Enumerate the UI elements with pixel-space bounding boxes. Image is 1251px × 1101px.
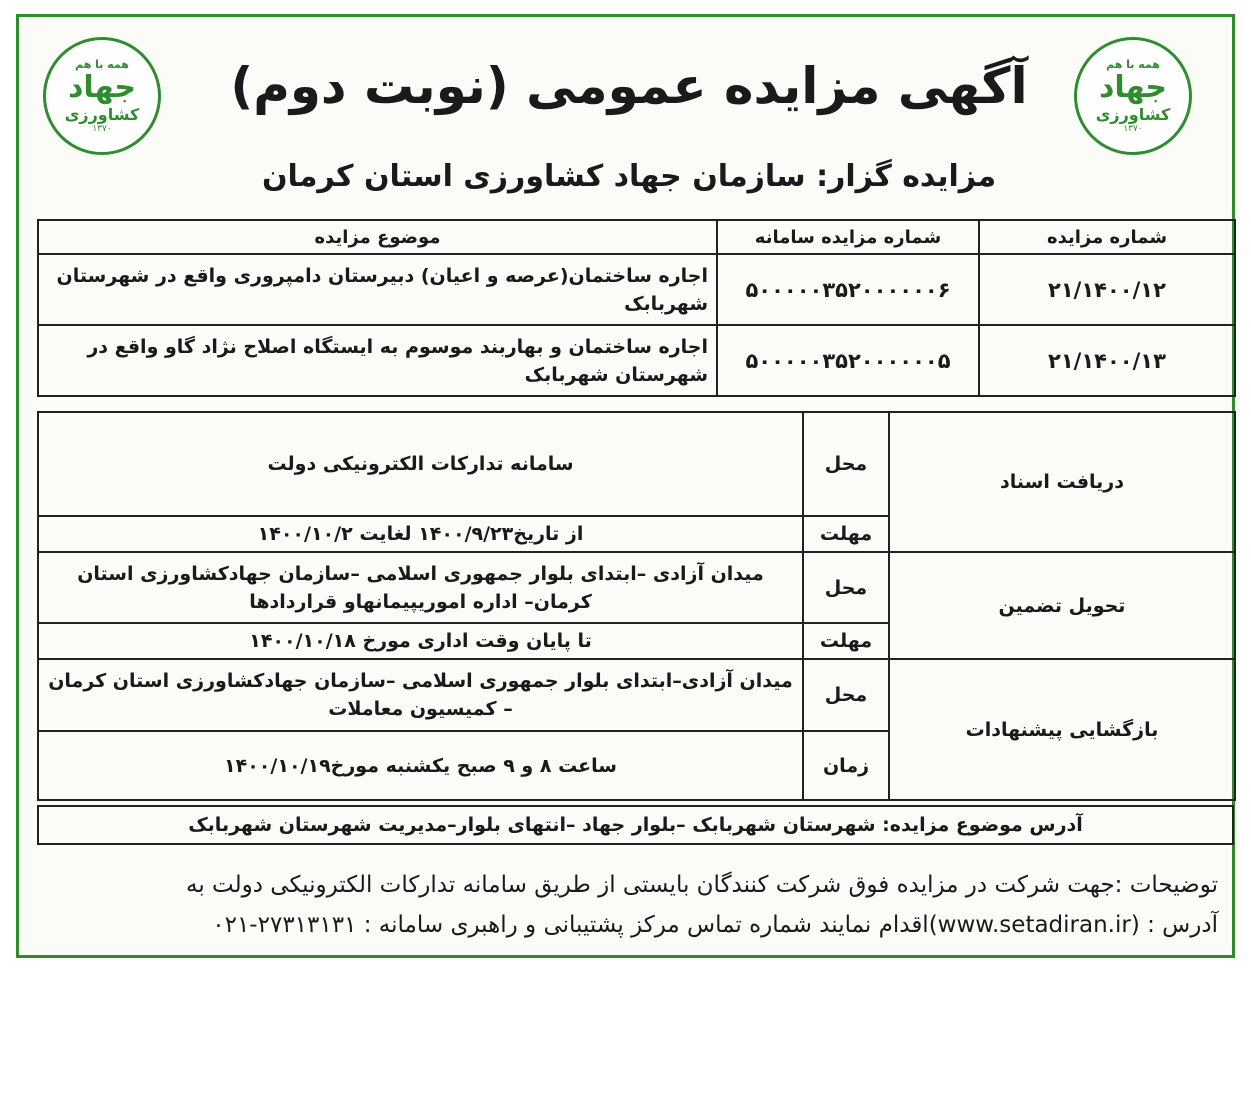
logo-main-text: جهاد (1098, 70, 1168, 105)
jahad-keshavarzi-logo-left (43, 37, 161, 155)
guarantee-label: تحویل تضمین (889, 552, 1235, 659)
table-row (38, 254, 1235, 325)
system-number-cell: ۵۰۰۰۰۰۳۵۲۰۰۰۰۰۰۶ (717, 254, 979, 325)
header-system-number: شماره مزایده سامانه (717, 220, 979, 254)
place-label: محل (803, 659, 889, 731)
deadline-label: مهلت (803, 623, 889, 659)
documents-place: سامانه تدارکات الکترونیکی دولت (38, 412, 803, 516)
header-subject: موضوع مزایده (38, 220, 717, 254)
logo-top-text: همه با هم (1106, 58, 1160, 71)
auction-table-header (38, 220, 1235, 254)
notice-title: آگهی مزایده عمومی (نوبت دوم) (230, 57, 1028, 115)
auction-table (37, 219, 1236, 397)
logo-main-text: جهاد (67, 70, 137, 105)
table-row (38, 325, 1235, 396)
subject-cell: اجاره ساختمان و بهاربند موسوم به ایستگاه اصلاح نژاد گاو واقع در شهرستان شهربابک (38, 325, 717, 396)
opening-place: میدان آزادی–ابتدای بلوار جمهوری اسلامی –سازمان جهادکشاورزی استان کرمان – کمیسیون معاملات (38, 659, 803, 731)
schedule-row-documents-place (38, 412, 1235, 516)
guarantee-place: میدان آزادی –ابتدای بلوار جمهوری اسلامی –سازمان جهادکشاورزی استان کرمان– اداره اموریپیمانهاو قراردادها (38, 552, 803, 623)
auction-number-cell: ۲۱/۱۴۰۰/۱۲ (979, 254, 1235, 325)
opening-label: بازگشایی پیشنهادات (889, 659, 1235, 800)
system-number-cell: ۵۰۰۰۰۰۳۵۲۰۰۰۰۰۰۵ (717, 325, 979, 396)
logo-year: ۱۳۷۰ (92, 124, 112, 134)
place-label: محل (803, 412, 889, 516)
guarantee-deadline: تا پایان وقت اداری مورخ ۱۴۰۰/۱۰/۱۸ (38, 623, 803, 659)
place-label: محل (803, 552, 889, 623)
header-auction-number: شماره مزایده (979, 220, 1235, 254)
notice-subtitle: مزایده گزار: سازمان جهاد کشاورزی استان کرمان (261, 159, 997, 194)
deadline-label: مهلت (803, 516, 889, 552)
notes-line-2: آدرس : (www.setadiran.ir)اقدام نمایند شماره تماس مرکز پشتیبانی و راهبری سامانه : ۲۷۳۱۳۱۳۱-۰۲۱ (212, 912, 1218, 938)
schedule-table (37, 411, 1236, 801)
documents-deadline: از تاریخ۱۴۰۰/۹/۲۳ لغایت ۱۴۰۰/۱۰/۲ (38, 516, 803, 552)
jahad-keshavarzi-logo-right (1074, 37, 1192, 155)
notes-line-1: توضیحات :جهت شرکت در مزایده فوق شرکت کنندگان بایستی از طریق سامانه تدارکات الکترونیکی دولت به (186, 872, 1218, 898)
opening-time: ساعت ۸ و ۹ صبح یکشنبه مورخ۱۴۰۰/۱۰/۱۹ (38, 731, 803, 800)
auction-notice (16, 14, 1235, 958)
time-label: زمان (803, 731, 889, 800)
logo-bottom-text: کشاورزی (1095, 105, 1171, 124)
logo-year: ۱۳۷۰ (1123, 124, 1143, 134)
subject-cell: اجاره ساختمان(عرصه و اعیان) دبیرستان دامپروری واقع در شهرستان شهربابک (38, 254, 717, 325)
auction-address: آدرس موضوع مزایده: شهرستان شهربابک –بلوار جهاد –انتهای بلوار–مدیریت شهرستان شهربابک (37, 805, 1234, 845)
auction-number-cell: ۲۱/۱۴۰۰/۱۳ (979, 325, 1235, 396)
notes (28, 865, 1218, 945)
schedule-row-guarantee-place (38, 552, 1235, 623)
documents-label: دریافت اسناد (889, 412, 1235, 552)
logo-top-text: همه با هم (75, 58, 129, 71)
schedule-row-opening-place (38, 659, 1235, 731)
logo-bottom-text: کشاورزی (64, 105, 140, 124)
